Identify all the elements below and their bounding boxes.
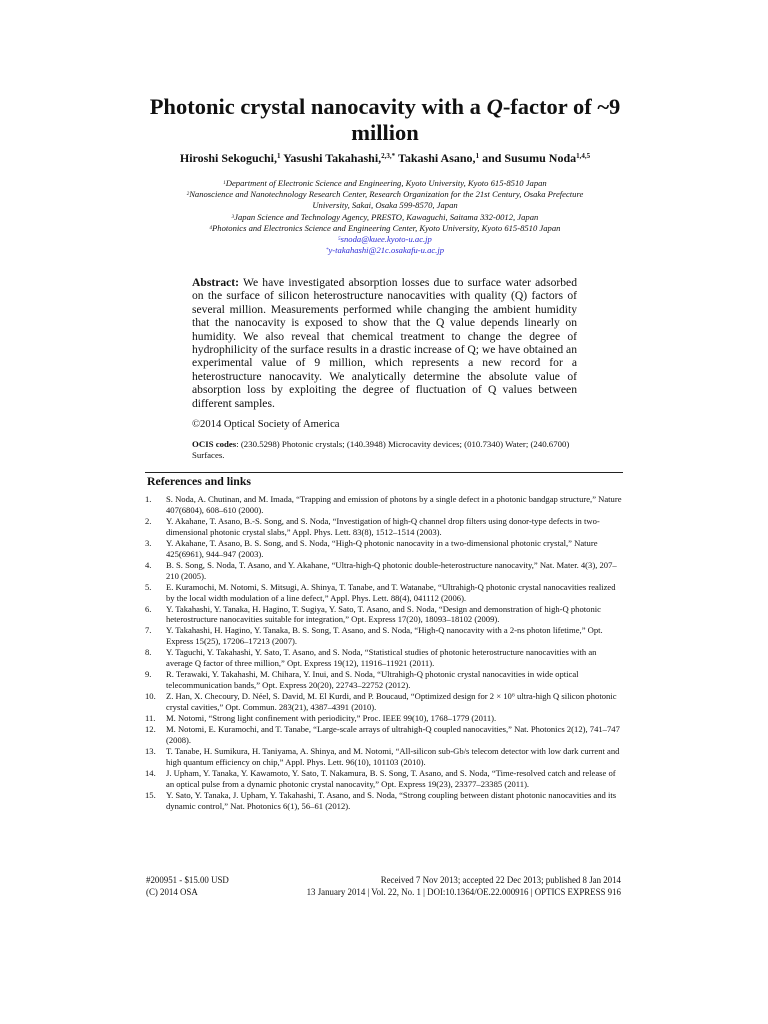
ocis-text: : (230.5298) Photonic crystals; (140.3948) Microcavity devices; (010.7340) Water; (240.6700) Surfaces.: [192, 439, 570, 461]
copyright-notice: ©2014 Optical Society of America: [192, 419, 340, 430]
affiliation: [140, 223, 630, 234]
reference-item: [145, 647, 623, 669]
author-sup: 1: [277, 152, 281, 160]
reference-number: 15.: [145, 789, 156, 800]
reference-item: [145, 516, 623, 538]
email-link[interactable]: [140, 234, 630, 245]
author: [482, 151, 590, 165]
affiliation-text: Nanoscience and Nanotechnology Research Center, Research Organization for the 21st Century, Osaka Prefecture: [189, 189, 584, 200]
affiliation: [140, 178, 630, 189]
author: [180, 151, 281, 165]
affiliation-sup: 4: [209, 225, 213, 231]
reference-item: [145, 768, 623, 790]
email-sup: *: [325, 248, 329, 254]
reference-number: 8.: [145, 647, 152, 658]
email-sup: 5: [338, 237, 341, 243]
footer-citation: 13 January 2014 | Vol. 22, No. 1 | DOI:10.1364/OE.22.000916 | OPTICS EXPRESS 916: [306, 887, 621, 898]
author-sup: 1: [475, 152, 480, 160]
reference-text: T. Tanabe, H. Sumikura, H. Taniyama, A. Shinya, and M. Notomi, “All-silicon sub-Gb/s telecom detector with low dark current and high quantum efficiency on chip,” Appl. Phys. Lett. 96(10), 101103 (2010).: [166, 745, 620, 767]
section-divider: [145, 472, 623, 473]
author: [398, 151, 479, 165]
footer-copyright: (C) 2014 OSA: [146, 887, 198, 898]
affiliations: [140, 178, 630, 256]
reference-item: [145, 538, 623, 560]
reference-number: 11.: [145, 713, 156, 724]
reference-text: M. Notomi, “Strong light confinement with periodicity,” Proc. IEEE 99(10), 1768–1779 (2011).: [166, 713, 497, 724]
reference-text: B. S. Song, S. Noda, T. Asano, and Y. Akahane, “Ultra-high-Q photonic double-heterostructure nanocavity,” Nat. Mater. 4(3), 207–210 (2005).: [166, 559, 617, 581]
affiliation-text: University, Sakai, Osaka 599-8570, Japan: [312, 200, 458, 211]
title-part-2: -factor of ~9 million: [351, 94, 621, 145]
author-list: [140, 151, 630, 165]
author-name: and Susumu Noda: [482, 151, 577, 165]
reference-number: 4.: [145, 559, 152, 570]
reference-text: E. Kuramochi, M. Notomi, S. Mitsugi, A. Shinya, T. Tanabe, and T. Watanabe, “Ultrahigh-Q photonic crystal nanocavities realized by the local width modulation of a line defect,” Appl. Phys. Lett. 88(4), 041112 (2006).: [166, 581, 616, 603]
reference-number: 1.: [145, 494, 152, 504]
footer-row: [146, 886, 621, 898]
affiliation: [140, 212, 630, 223]
reference-text: Y. Akahane, T. Asano, B. S. Song, and S. Noda, “High-Q photonic nanocavity in a two-dimensional photonic crystal,” Nature 425(6961), 944–947 (2003).: [166, 537, 598, 559]
affiliation-text: Department of Electronic Science and Engineering, Kyoto University, Kyoto 615-8510 Japan: [225, 178, 547, 188]
reference-number: 6.: [145, 603, 152, 614]
ocis-codes: [192, 439, 592, 462]
references-heading: References and links: [147, 474, 251, 488]
abstract: [192, 276, 577, 410]
reference-item: [145, 560, 623, 582]
author-name: Hiroshi Sekoguchi,: [179, 151, 278, 165]
page-footer: [146, 874, 621, 899]
affiliation-text: Japan Science and Technology Agency, PRESTO, Kawaguchi, Saitama 332-0012, Japan: [234, 211, 539, 222]
reference-item: [145, 669, 623, 691]
reference-item: [145, 746, 623, 768]
footer-article-price: #200951 - $15.00 USD: [146, 875, 229, 885]
reference-text: M. Notomi, E. Kuramochi, and T. Tanabe, “Large-scale arrays of ultrahigh-Q coupled nanocavities,” Nat. Photonics 2(12), 741–747 (2008).: [166, 724, 620, 745]
reference-number: 10.: [145, 691, 156, 702]
reference-number: 9.: [145, 669, 152, 680]
reference-number: 14.: [145, 767, 156, 778]
reference-number: 7.: [145, 625, 152, 636]
author-name: Takashi Asano,: [397, 151, 476, 165]
email-link[interactable]: [140, 245, 630, 256]
email-address[interactable]: snoda@kuee.kyoto-u.ac.jp: [340, 234, 432, 245]
affiliation-text: Photonics and Electronics Science and Engineering Center, Kyoto University, Kyoto 615-8510 Japan: [212, 222, 561, 233]
author-sup: 2,3,*: [381, 152, 396, 160]
footer-dates: Received 7 Nov 2013; accepted 22 Dec 2013; published 8 Jan 2014: [380, 875, 621, 885]
reference-item: [145, 494, 623, 516]
affiliation-sup: 1: [223, 181, 226, 186]
affiliation: [140, 200, 630, 211]
author-name: Yasushi Takahashi,: [283, 151, 382, 165]
reference-item: [145, 713, 623, 724]
reference-number: 13.: [145, 745, 156, 756]
author-sup: 1,4,5: [576, 152, 591, 160]
email-address[interactable]: y-takahashi@21c.osakafu-u.ac.jp: [328, 245, 445, 256]
reference-text: Y. Sato, Y. Tanaka, J. Upham, Y. Takahashi, T. Asano, and S. Noda, “Strong coupling between distant photonic nanocavities and its dynamic control,” Nat. Photonics 6(1), 56–61 (2012).: [166, 789, 617, 811]
abstract-text: We have investigated absorption losses due to surface water adsorbed on the surface of silicon heterostructure nanocavities with quality (Q) factors of several million. Measurements performed while changing the ambient humidity that the nanocavity is exposed to show that the Q value depends linearly on humidity. We also reveal that chemical treatment to change the degree of hydrophilicity of the surface results in a drastic increase of Q; we have obtained an experimental value of 9 million, which represents a new record for a heterostructure nanocavity. We analytically determine the absolute value of absorption loss by exploiting the degree of fluctuation of Q values between different samples.: [192, 276, 577, 410]
reference-text: Y. Takahashi, Y. Tanaka, H. Hagino, T. Sugiya, Y. Sato, T. Asano, and S. Noda, “Design and demonstration of high-Q photonic heterostructure nanocavities suitable for integration,” Opt. Express 17(20), 18093–18102 (2009).: [166, 603, 601, 625]
affiliation: [140, 189, 630, 200]
reference-number: 2.: [145, 515, 152, 526]
reference-text: Y. Taguchi, Y. Takahashi, Y. Sato, T. Asano, and S. Noda, “Statistical studies of photonic heterostructure nanocavities with an average Q factor of three million,” Opt. Express 19(12), 11916–11921 (2011).: [166, 647, 597, 669]
reference-item: [145, 790, 623, 812]
paper-title: [140, 94, 630, 146]
reference-text: Y. Akahane, T. Asano, B.-S. Song, and S. Noda, “Investigation of high-Q channel drop filters using donor-type defects in two-dimensional photonic crystal slabs,” Appl. Phys. Lett. 83(8), 1512–1514 (2003).: [166, 515, 600, 537]
reference-item: [145, 625, 623, 647]
reference-item: [145, 724, 623, 746]
affiliation-sup: 2: [186, 192, 190, 198]
reference-text: Z. Han, X. Checoury, D. Néel, S. David, M. El Kurdi, and P. Boucaud, “Optimized design for 2 × 10⁶ ultra-high Q silicon photonic crystal cavities,” Opt. Commun. 283(21), 4387–4391 (2010).: [166, 691, 617, 713]
reference-item: [145, 582, 623, 604]
title-part-1: Photonic crystal nanocavity with a: [149, 94, 487, 119]
author: [283, 151, 395, 165]
reference-text: R. Terawaki, Y. Takahashi, M. Chihara, Y. Inui, and S. Noda, “Ultrahigh-Q photonic crystal nanocavities in wide optical telecommunication bands,” Opt. Express 20(20), 22743–22752 (2012).: [166, 669, 579, 691]
footer-row: [146, 874, 621, 886]
reference-text: J. Upham, Y. Tanaka, Y. Kawamoto, Y. Sato, T. Nakamura, B. S. Song, T. Asano, and S. Noda, “Time-resolved catch and release of an optical pulse from a dynamic photonic crystal nanocavity,” Opt. Express 19(23), 23377–23385 (2011).: [166, 767, 616, 789]
reference-item: [145, 604, 623, 626]
ocis-label: OCIS codes: [192, 439, 237, 449]
reference-item: [145, 691, 623, 713]
reference-number: 12.: [145, 724, 156, 735]
abstract-label: Abstract:: [192, 276, 240, 289]
reference-text: Y. Takahashi, H. Hagino, Y. Tanaka, B. S. Song, T. Asano, and S. Noda, “High-Q nanocavity with a 2-ns photon lifetime,” Opt. Express 15(25), 17206–17213 (2007).: [166, 625, 603, 647]
reference-list: [145, 494, 623, 812]
reference-number: 5.: [145, 581, 152, 592]
reference-number: 3.: [145, 537, 152, 548]
affiliation-sup: 3: [231, 214, 235, 220]
reference-text: S. Noda, A. Chutinan, and M. Imada, “Trapping and emission of photons by a single defect in a photonic bandgap structure,” Nature 407(6804), 608–610 (2000).: [166, 494, 622, 515]
title-q-italic: Q: [486, 94, 503, 119]
